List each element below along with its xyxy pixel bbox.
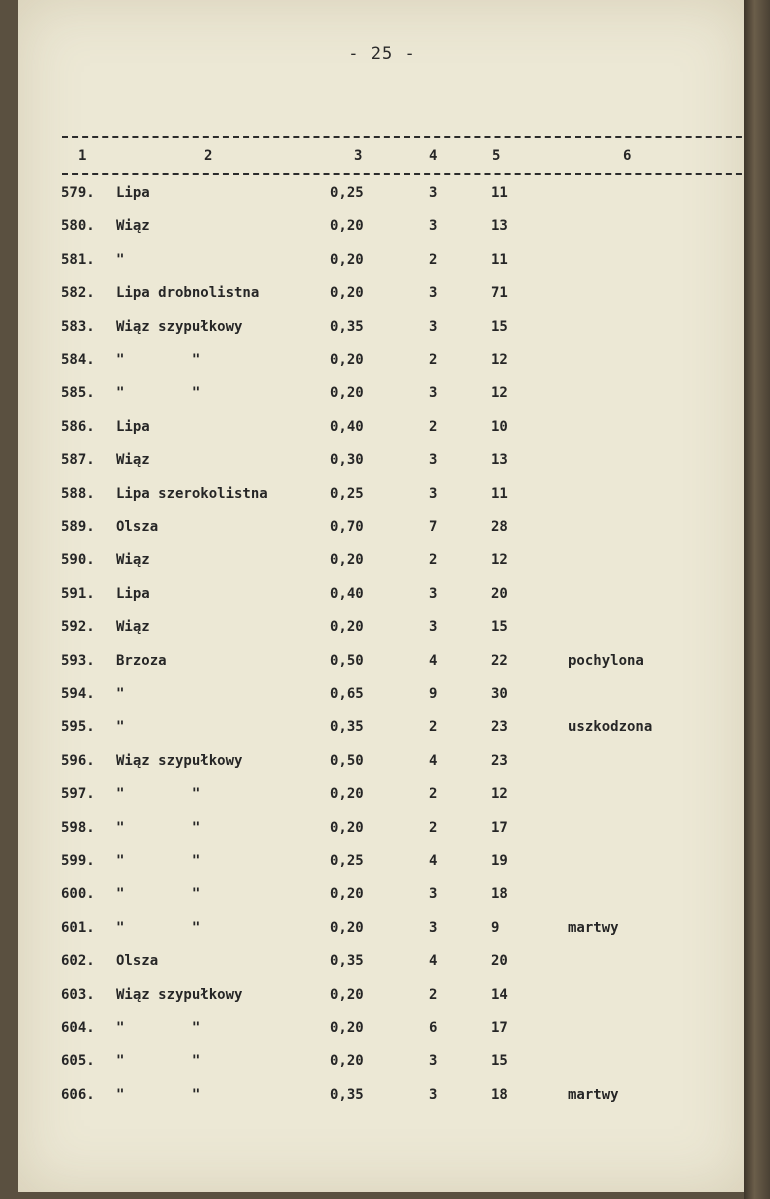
tree-species: Lipa	[116, 185, 150, 201]
row-number: 592.	[61, 619, 95, 636]
tree-species: " "	[116, 819, 201, 836]
tree-age: 12	[491, 385, 508, 402]
trunk-diameter: 0,20	[330, 619, 364, 636]
remarks: martwy	[568, 919, 619, 936]
row-number: 589.	[61, 519, 95, 535]
trunk-diameter: 0,20	[330, 385, 364, 402]
column-header-5: 5	[492, 148, 501, 164]
table-row	[18, 653, 746, 686]
table-row	[18, 586, 746, 619]
column-header-3: 3	[354, 148, 363, 164]
table-row	[18, 319, 746, 352]
row-number: 581.	[61, 251, 95, 268]
tree-species: " "	[116, 1020, 201, 1036]
tree-age: 9	[491, 919, 500, 936]
table-row	[18, 953, 746, 986]
trunk-diameter: 0,20	[330, 552, 364, 569]
tree-age: 11	[491, 185, 508, 201]
tree-age: 71	[491, 285, 508, 302]
table-top-rule	[62, 136, 752, 138]
table-row	[18, 1053, 746, 1086]
trunk-diameter: 0,40	[330, 418, 364, 435]
tree-age: 12	[491, 786, 508, 803]
tree-height: 2	[429, 819, 438, 836]
tree-age: 20	[491, 953, 508, 970]
tree-height: 4	[429, 652, 438, 669]
row-number: 588.	[61, 485, 95, 502]
remarks: pochylona	[568, 652, 644, 669]
table-row	[18, 519, 746, 552]
tree-species: Olsza	[116, 519, 159, 535]
table-row	[18, 753, 746, 786]
row-number: 590.	[61, 552, 95, 569]
tree-height: 9	[429, 686, 438, 702]
tree-species: "	[116, 719, 125, 736]
row-number: 602.	[61, 953, 95, 970]
tree-height: 3	[429, 318, 438, 335]
row-number: 587.	[61, 452, 95, 469]
tree-height: 3	[429, 185, 438, 201]
row-number: 579.	[61, 185, 95, 201]
tree-height: 3	[429, 485, 438, 502]
table-row	[18, 419, 746, 452]
page-edge-shadow	[744, 0, 770, 1199]
table-row	[18, 1087, 746, 1120]
remarks: uszkodzona	[568, 719, 653, 736]
trunk-diameter: 0,20	[330, 352, 364, 368]
tree-height: 3	[429, 285, 438, 302]
trunk-diameter: 0,20	[330, 1020, 364, 1036]
trunk-diameter: 0,20	[330, 986, 364, 1003]
tree-species: " "	[116, 886, 201, 903]
tree-height: 7	[429, 519, 438, 535]
tree-age: 15	[491, 619, 508, 636]
table-row	[18, 886, 746, 919]
document-page	[18, 0, 746, 1192]
table-row	[18, 552, 746, 585]
trunk-diameter: 0,20	[330, 919, 364, 936]
trunk-diameter: 0,25	[330, 185, 364, 201]
trunk-diameter: 0,35	[330, 719, 364, 736]
tree-height: 3	[429, 218, 438, 235]
row-number: 606.	[61, 1086, 95, 1103]
trunk-diameter: 0,20	[330, 886, 364, 903]
tree-age: 28	[491, 519, 508, 535]
tree-species: " "	[116, 352, 201, 368]
row-number: 586.	[61, 418, 95, 435]
table-row	[18, 686, 746, 719]
tree-age: 17	[491, 1020, 508, 1036]
tree-species: Wiąz	[116, 452, 150, 469]
row-number: 603.	[61, 986, 95, 1003]
table-row	[18, 385, 746, 418]
tree-species: "	[116, 686, 125, 702]
row-number: 585.	[61, 385, 95, 402]
tree-species: " "	[116, 385, 201, 402]
tree-height: 3	[429, 585, 438, 602]
tree-height: 3	[429, 619, 438, 636]
table-row	[18, 920, 746, 953]
row-number: 597.	[61, 786, 95, 803]
trunk-diameter: 0,20	[330, 251, 364, 268]
tree-species: " "	[116, 1086, 201, 1103]
tree-species: "	[116, 251, 125, 268]
tree-height: 3	[429, 886, 438, 903]
remarks: martwy	[568, 1086, 619, 1103]
row-number: 595.	[61, 719, 95, 736]
table-row	[18, 352, 746, 385]
row-number: 591.	[61, 585, 95, 602]
tree-height: 4	[429, 953, 438, 970]
trunk-diameter: 0,20	[330, 1053, 364, 1070]
tree-age: 15	[491, 1053, 508, 1070]
tree-height: 2	[429, 352, 438, 368]
table-row	[18, 285, 746, 318]
row-number: 594.	[61, 686, 95, 702]
table-row	[18, 786, 746, 819]
tree-height: 3	[429, 385, 438, 402]
header-bottom-rule	[62, 173, 752, 175]
tree-age: 20	[491, 585, 508, 602]
tree-age: 12	[491, 552, 508, 569]
trunk-diameter: 0,50	[330, 652, 364, 669]
tree-age: 11	[491, 485, 508, 502]
trunk-diameter: 0,70	[330, 519, 364, 535]
tree-height: 2	[429, 719, 438, 736]
tree-species: Brzoza	[116, 652, 167, 669]
trunk-diameter: 0,35	[330, 953, 364, 970]
table-row	[18, 987, 746, 1020]
tree-species: " "	[116, 1053, 201, 1070]
tree-age: 11	[491, 251, 508, 268]
tree-age: 13	[491, 218, 508, 235]
tree-species: " "	[116, 786, 201, 803]
trunk-diameter: 0,25	[330, 485, 364, 502]
tree-species: Wiąz	[116, 218, 150, 235]
row-number: 601.	[61, 919, 95, 936]
row-number: 580.	[61, 218, 95, 235]
column-header-4: 4	[429, 148, 438, 164]
table-row	[18, 1020, 746, 1053]
row-number: 593.	[61, 652, 95, 669]
table-row	[18, 719, 746, 752]
row-number: 584.	[61, 352, 95, 368]
tree-age: 23	[491, 752, 508, 769]
tree-age: 14	[491, 986, 508, 1003]
tree-height: 3	[429, 1053, 438, 1070]
tree-species: Wiąz	[116, 619, 150, 636]
column-header-2: 2	[204, 148, 213, 164]
trunk-diameter: 0,20	[330, 786, 364, 803]
tree-species: " "	[116, 853, 201, 869]
table-row	[18, 486, 746, 519]
tree-age: 10	[491, 418, 508, 435]
table-row	[18, 452, 746, 485]
row-number: 600.	[61, 886, 95, 903]
page-number: - 25 -	[348, 44, 416, 64]
tree-height: 2	[429, 418, 438, 435]
tree-age: 12	[491, 352, 508, 368]
row-number: 599.	[61, 853, 95, 869]
tree-species: Lipa	[116, 418, 150, 435]
tree-age: 19	[491, 853, 508, 869]
tree-species: Olsza	[116, 953, 159, 970]
trunk-diameter: 0,25	[330, 853, 364, 869]
trunk-diameter: 0,20	[330, 285, 364, 302]
column-header-1: 1	[78, 148, 87, 164]
tree-species: Wiąz szypułkowy	[116, 318, 243, 335]
trunk-diameter: 0,40	[330, 585, 364, 602]
tree-species: Wiąz szypułkowy	[116, 752, 243, 769]
row-number: 583.	[61, 318, 95, 335]
row-number: 596.	[61, 752, 95, 769]
table-row	[18, 820, 746, 853]
tree-species: Wiąz szypułkowy	[116, 986, 243, 1003]
tree-height: 4	[429, 853, 438, 869]
tree-species: " "	[116, 919, 201, 936]
tree-height: 2	[429, 986, 438, 1003]
table-row	[18, 218, 746, 251]
tree-age: 17	[491, 819, 508, 836]
tree-age: 30	[491, 686, 508, 702]
row-number: 598.	[61, 819, 95, 836]
tree-height: 4	[429, 752, 438, 769]
tree-species: Wiąz	[116, 552, 150, 569]
row-number: 605.	[61, 1053, 95, 1070]
row-number: 604.	[61, 1020, 95, 1036]
tree-species: Lipa szerokolistna	[116, 485, 268, 502]
tree-age: 18	[491, 886, 508, 903]
tree-age: 13	[491, 452, 508, 469]
tree-height: 6	[429, 1020, 438, 1036]
table-row	[18, 185, 746, 218]
tree-age: 22	[491, 652, 508, 669]
table-row	[18, 853, 746, 886]
tree-height: 3	[429, 919, 438, 936]
tree-height: 2	[429, 552, 438, 569]
table-row	[18, 252, 746, 285]
tree-height: 2	[429, 251, 438, 268]
column-header-6: 6	[623, 148, 632, 164]
tree-height: 2	[429, 786, 438, 803]
trunk-diameter: 0,50	[330, 752, 364, 769]
tree-species: Lipa	[116, 585, 150, 602]
trunk-diameter: 0,35	[330, 1086, 364, 1103]
tree-height: 3	[429, 1086, 438, 1103]
tree-age: 18	[491, 1086, 508, 1103]
tree-height: 3	[429, 452, 438, 469]
trunk-diameter: 0,30	[330, 452, 364, 469]
tree-age: 23	[491, 719, 508, 736]
trunk-diameter: 0,35	[330, 318, 364, 335]
tree-age: 15	[491, 318, 508, 335]
trunk-diameter: 0,20	[330, 819, 364, 836]
row-number: 582.	[61, 285, 95, 302]
table-row	[18, 619, 746, 652]
tree-species: Lipa drobnolistna	[116, 285, 260, 302]
trunk-diameter: 0,20	[330, 218, 364, 235]
trunk-diameter: 0,65	[330, 686, 364, 702]
